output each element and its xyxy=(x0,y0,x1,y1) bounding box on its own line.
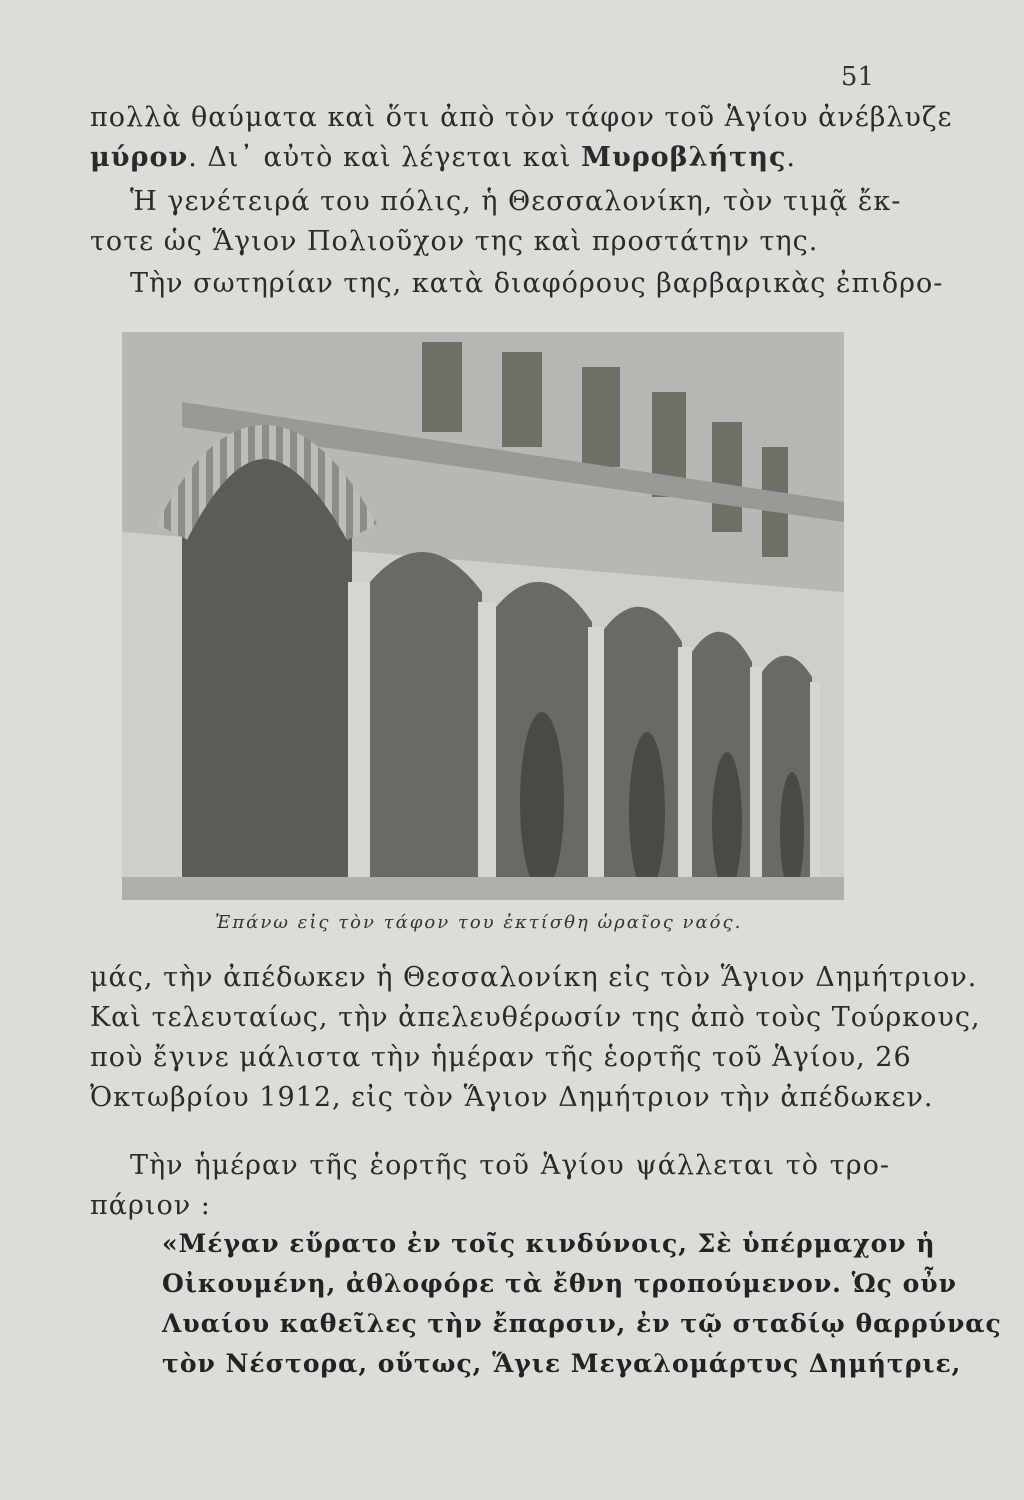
text-run: . Δι᾿ αὐτὸ καὶ λέγεται καὶ xyxy=(188,142,582,173)
hymn-line: τὸν Νέστορα, οὕτως, Ἅγιε Μεγαλομάρτυς Δημήτριε, xyxy=(162,1349,962,1378)
bold-term-myron: μύρον xyxy=(90,142,189,173)
text-line: πάριον : xyxy=(90,1190,211,1221)
text-line: Τὴν ἡμέραν τῆς ἑορτῆς τοῦ Ἁγίου ψάλλεται τὸ τρο- xyxy=(130,1150,890,1181)
hymn-line: Οἰκουμένη, ἀθλοφόρε τὰ ἔθνη τροπούμενον. Ὡς οὖν xyxy=(162,1269,957,1298)
text-line: μάς, τὴν ἀπέδωκεν ἡ Θεσσαλονίκη εἰς τὸν Ἅγιον Δημήτριον. xyxy=(90,962,978,993)
paragraph-liberation xyxy=(90,998,981,1118)
text-line: τοτε ὡς Ἅγιον Πολιοῦχον της καὶ προστάτην της. xyxy=(90,226,819,257)
paragraph-salvation xyxy=(90,264,944,304)
paragraph-patron xyxy=(90,182,902,262)
text-line: Ἡ γενέτειρά του πόλις, ἡ Θεσσαλονίκη, τὸν τιμᾷ ἔκ- xyxy=(130,186,902,217)
text-line: ποὺ ἔγινε μάλιστα τὴν ἡμέραν τῆς ἑορτῆς τοῦ Ἁγίου, 26 xyxy=(90,1042,912,1073)
page-number: 51 xyxy=(840,62,874,92)
troparion-hymn xyxy=(162,1224,1002,1384)
figure-caption: Ἐπάνω εἰς τὸν τάφον του ἐκτίσθη ὡραῖος ναός. xyxy=(215,912,743,933)
bold-term-myrovlitis: Μυροβλήτης xyxy=(581,142,787,173)
text-run: . xyxy=(786,142,796,173)
text-line: Καὶ τελευταίως, τὴν ἀπελευθέρωσίν της ἀπὸ τοὺς Τούρκους, xyxy=(90,1002,981,1033)
text-line: Ὀκτωβρίου 1912, εἰς τὸν Ἅγιον Δημήτριον τὴν ἀπέδωκεν. xyxy=(90,1082,934,1113)
hymn-line: Λυαίου καθεῖλες τὴν ἔπαρσιν, ἐν τῷ σταδίῳ θαρρύνας xyxy=(162,1309,1002,1338)
paragraph-hymn-intro xyxy=(90,1146,890,1226)
hymn-line: «Μέγαν εὕρατο ἐν τοῖς κινδύνοις, Σὲ ὑπέρμαχον ἡ xyxy=(162,1229,936,1258)
text-line: πολλὰ θαύματα καὶ ὅτι ἀπὸ τὸν τάφον τοῦ Ἁγίου ἀνέβλυζε xyxy=(90,102,953,133)
text-line xyxy=(90,138,890,178)
church-arcade-photo xyxy=(122,332,844,900)
paragraph-restoration xyxy=(90,958,978,998)
text-line: Τὴν σωτηρίαν της, κατὰ διαφόρους βαρβαρικὰς ἐπιδρο- xyxy=(130,268,944,299)
top-paragraph xyxy=(90,98,953,178)
